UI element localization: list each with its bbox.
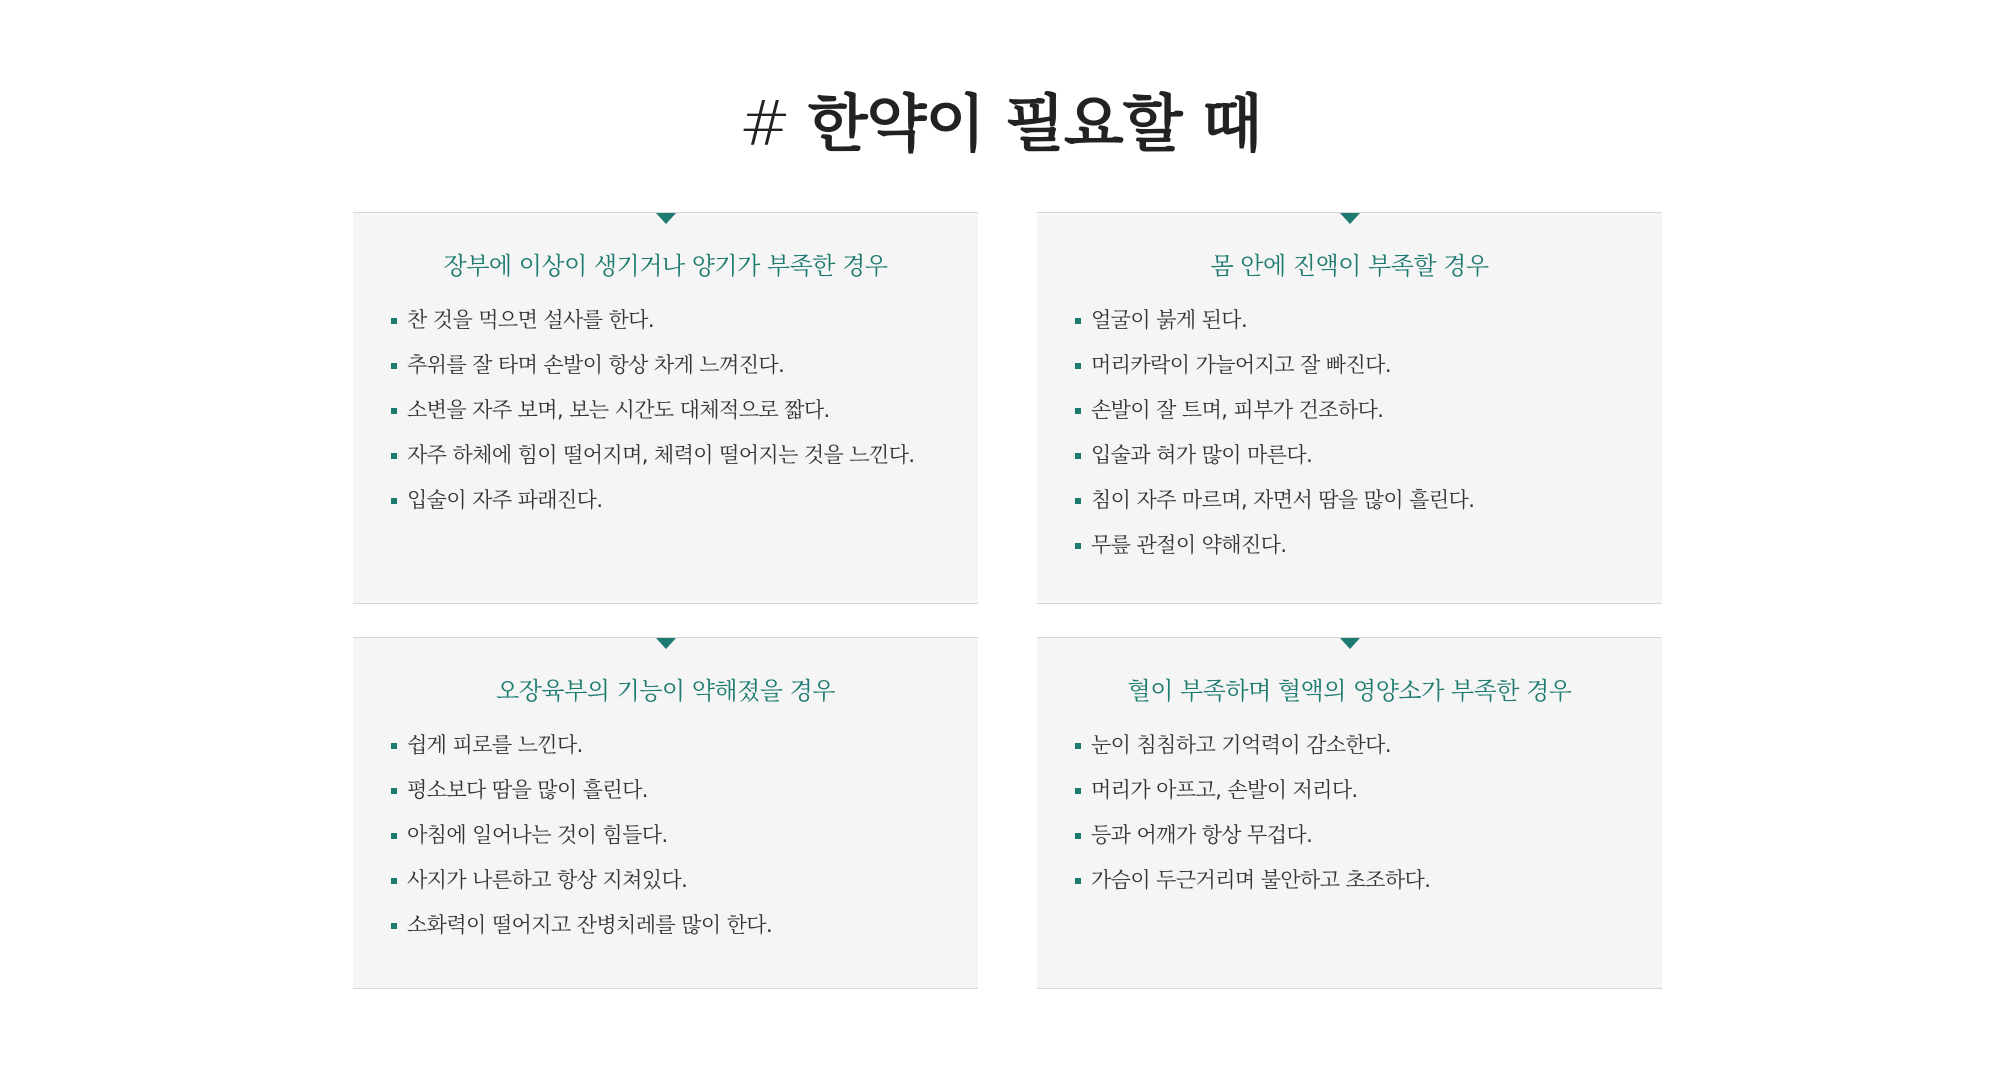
list-item: 사지가 나른하고 항상 지쳐있다. — [391, 858, 978, 903]
symptom-list — [353, 723, 978, 948]
triangle-marker-icon — [1340, 638, 1360, 649]
list-item: 눈이 침침하고 기억력이 감소한다. — [1075, 723, 1662, 768]
card-yang-deficiency — [353, 212, 978, 604]
symptom-list — [1037, 723, 1662, 903]
card-fluid-deficiency — [1037, 212, 1662, 604]
list-item: 찬 것을 먹으면 설사를 한다. — [391, 298, 978, 343]
list-item: 침이 자주 마르며, 자면서 땀을 많이 흘린다. — [1075, 478, 1662, 523]
list-item: 머리카락이 가늘어지고 잘 빠진다. — [1075, 343, 1662, 388]
list-item: 자주 하체에 힘이 떨어지며, 체력이 떨어지는 것을 느낀다. — [391, 433, 978, 478]
card-heading: 혈이 부족하며 혈액의 영양소가 부족한 경우 — [1127, 677, 1572, 705]
list-item: 추위를 잘 타며 손발이 항상 차게 느껴진다. — [391, 343, 978, 388]
title-text: 한약이 필요할 때 — [807, 87, 1262, 160]
card-organ-weakness — [353, 637, 978, 989]
list-item: 입술이 자주 파래진다. — [391, 478, 978, 523]
triangle-marker-icon — [1340, 213, 1360, 224]
list-item: 얼굴이 붉게 된다. — [1075, 298, 1662, 343]
list-item: 머리가 아프고, 손발이 저리다. — [1075, 768, 1662, 813]
list-item: 소변을 자주 보며, 보는 시간도 대체적으로 짧다. — [391, 388, 978, 433]
card-heading: 오장육부의 기능이 약해졌을 경우 — [496, 677, 835, 705]
list-item: 평소보다 땀을 많이 흘린다. — [391, 768, 978, 813]
list-item: 손발이 잘 트며, 피부가 건조하다. — [1075, 388, 1662, 433]
triangle-marker-icon — [656, 638, 676, 649]
list-item: 무릎 관절이 약해진다. — [1075, 523, 1662, 568]
symptom-list — [1037, 298, 1662, 568]
triangle-marker-icon — [656, 213, 676, 224]
card-heading: 장부에 이상이 생기거나 양기가 부족한 경우 — [443, 252, 888, 280]
page-title — [0, 88, 2000, 160]
list-item: 소화력이 떨어지고 잔병치레를 많이 한다. — [391, 903, 978, 948]
card-blood-deficiency — [1037, 637, 1662, 989]
title-hash: # — [738, 87, 790, 160]
symptom-list — [353, 298, 978, 523]
list-item: 아침에 일어나는 것이 힘들다. — [391, 813, 978, 858]
list-item: 가슴이 두근거리며 불안하고 초조하다. — [1075, 858, 1662, 903]
list-item: 등과 어깨가 항상 무겁다. — [1075, 813, 1662, 858]
card-heading: 몸 안에 진액이 부족할 경우 — [1210, 252, 1489, 280]
list-item: 입술과 혀가 많이 마른다. — [1075, 433, 1662, 478]
list-item: 쉽게 피로를 느낀다. — [391, 723, 978, 768]
